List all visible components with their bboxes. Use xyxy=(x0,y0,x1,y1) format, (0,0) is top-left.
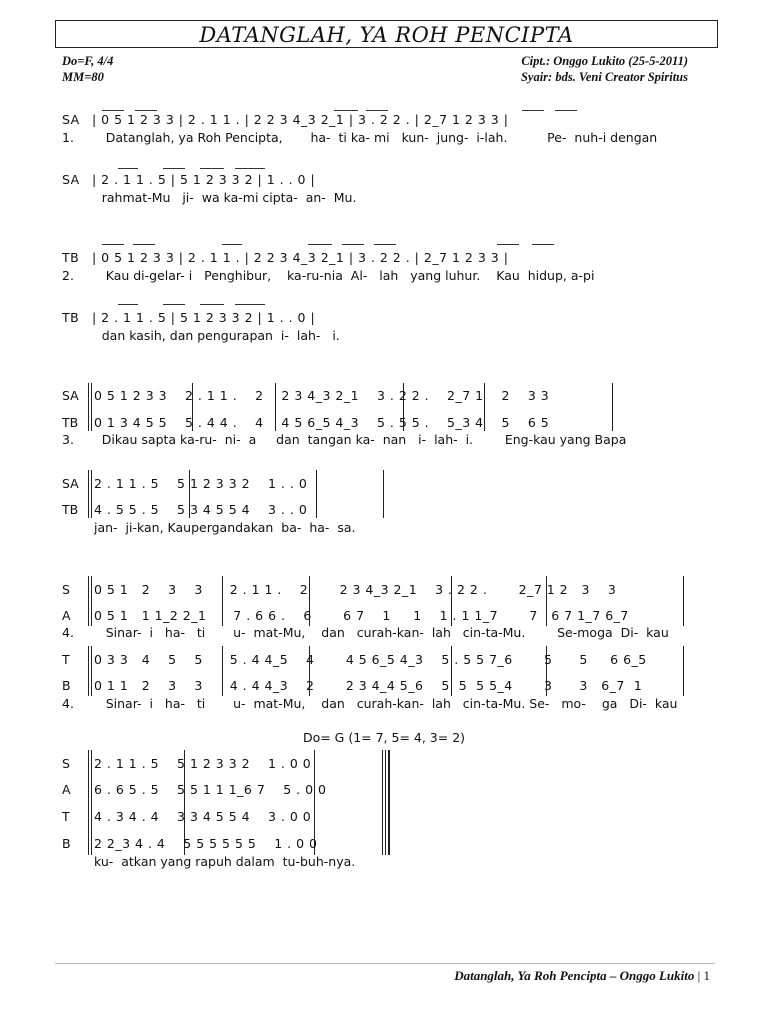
page-number: | 1 xyxy=(697,968,710,983)
notation-line-tb: 4 . 5 5 . 5 5 3 4 5 5 4 3 . . 0 xyxy=(94,502,308,517)
notation-line-a: 6 . 6 5 . 5 5 5 1 1 1_6 7 5 . 0 0 xyxy=(94,782,327,797)
lyric-line: 4. Sinar- i ha- ti u- mat-Mu, dan curah-kan- lah cin-ta-Mu. Se- mo- ga Di- kau xyxy=(62,696,678,711)
lyric-line: 2. Kau di-gelar- i Penghibur, ka-ru-nia Al- lah yang luhur. Kau hidup, a-pi xyxy=(62,268,595,283)
voice-label-tb: TB xyxy=(62,415,79,430)
voice-label-sa: SA xyxy=(62,112,80,127)
voice-label-s: S xyxy=(62,756,70,771)
notation-line-a: 0 5 1 1 1_2 2_1 7 . 6 6 . 6 6 7 1 1 1 . 1 1_7 7 6 7 1_7 6_7 xyxy=(94,608,629,623)
lyric-line: jan- ji-kan, Kaupergandakan ba- ha- sa. xyxy=(94,520,356,535)
lyric-line: 3. Dikau sapta ka-ru- ni- a dan tangan ka- nan i- lah- i. Eng-kau yang Bapa xyxy=(62,432,627,447)
modulation-note: Do= G (1= 7, 5= 4, 3= 2) xyxy=(302,730,466,745)
voice-label-t: T xyxy=(62,809,70,824)
voice-label-tb: TB xyxy=(62,250,80,265)
voice-label-s: S xyxy=(62,582,70,597)
notation-line-t: 4 . 3 4 . 4 3 3 4 5 5 4 3 . 0 0 xyxy=(94,809,312,824)
composer-credit: Cipt.: Onggo Lukito (25-5-2011) xyxy=(521,54,688,68)
lyric-line: dan kasih, dan pengurapan i- lah- i. xyxy=(62,328,340,343)
voice-label-sa: SA xyxy=(62,476,79,491)
notation-line-b: 0 1 1 2 3 3 4 . 4 4_3 2 2 3 4_4 5_6 5 5 5 5_4 3 3 6_7 1 xyxy=(94,678,643,693)
voice-label-a: A xyxy=(62,608,71,623)
key-signature: Do=F, 4/4 xyxy=(62,54,114,68)
lyricist-credit: Syair: bds. Veni Creator Spiritus xyxy=(520,70,688,84)
lyric-line: 1. Datanglah, ya Roh Pencipta, ha- ti ka- mi kun- jung- i-lah. Pe- nuh-i dengan xyxy=(62,130,658,145)
notation-line: | 2 . 1 1 . 5 | 5 1 2 3 3 2 | 1 . . 0 | xyxy=(92,172,316,187)
notation-line-sa: 2 . 1 1 . 5 5 1 2 3 3 2 1 . . 0 xyxy=(94,476,308,491)
notation-line-s: 2 . 1 1 . 5 5 1 2 3 3 2 1 . 0 0 xyxy=(94,756,312,771)
footer-text: Datanglah, Ya Roh Pencipta – Onggo Lukito xyxy=(454,968,695,983)
voice-label-a: A xyxy=(62,782,71,797)
page-footer xyxy=(454,968,710,984)
lyric-line: ku- atkan yang rapuh dalam tu-buh-nya. xyxy=(94,854,356,869)
notation-line-s: 0 5 1 2 3 3 2 . 1 1 . 2 2 3 4_3 2_1 3 . 2 2 . 2_7 1 2 3 3 xyxy=(94,582,617,597)
notation-line-t: 0 3 3 4 5 5 5 . 4 4_5 4 4 5 6_5 4_3 5 . 5 5 7_6 5 5 6 6_5 xyxy=(94,652,647,667)
notation-line-tb: 0 1 3 4 5 5 5 . 4 4 . 4 4 5 6_5 4_3 5 . 5 5 . 5_3 4 5 6 5 xyxy=(94,415,550,430)
voice-label-b: B xyxy=(62,836,71,851)
page-title: DATANGLAH, YA ROH PENCIPTA xyxy=(55,20,718,48)
notation-line-sa: 0 5 1 2 3 3 2 . 1 1 . 2 2 3 4_3 2_1 3 . 2 2 . 2_7 1 2 3 3 xyxy=(94,388,550,403)
lyric-line: 4. Sinar- i ha- ti u- mat-Mu, dan curah-kan- lah cin-ta-Mu. Se-moga Di- kau xyxy=(62,625,669,640)
notation-line-b: 2 2_3 4 . 4 5 5 5 5 5 5 1 . 0 0 xyxy=(94,836,318,851)
voice-label-t: T xyxy=(62,652,70,667)
voice-label-b: B xyxy=(62,678,71,693)
voice-label-tb: TB xyxy=(62,310,80,325)
voice-label-tb: TB xyxy=(62,502,79,517)
tempo: MM=80 xyxy=(62,70,104,84)
footer-divider xyxy=(55,963,715,964)
notation-line: | 2 . 1 1 . 5 | 5 1 2 3 3 2 | 1 . . 0 | xyxy=(92,310,316,325)
lyric-line: rahmat-Mu ji- wa ka-mi cipta- an- Mu. xyxy=(62,190,357,205)
voice-label-sa: SA xyxy=(62,172,80,187)
notation-line: | 0 5 1 2 3 3 | 2 . 1 1 . | 2 2 3 4_3 2_1 | 3 . 2 2 . | 2_7 1 2 3 3 | xyxy=(92,112,509,127)
voice-label-sa: SA xyxy=(62,388,79,403)
notation-line: | 0 5 1 2 3 3 | 2 . 1 1 . | 2 2 3 4_3 2_1 | 3 . 2 2 . | 2_7 1 2 3 3 | xyxy=(92,250,509,265)
